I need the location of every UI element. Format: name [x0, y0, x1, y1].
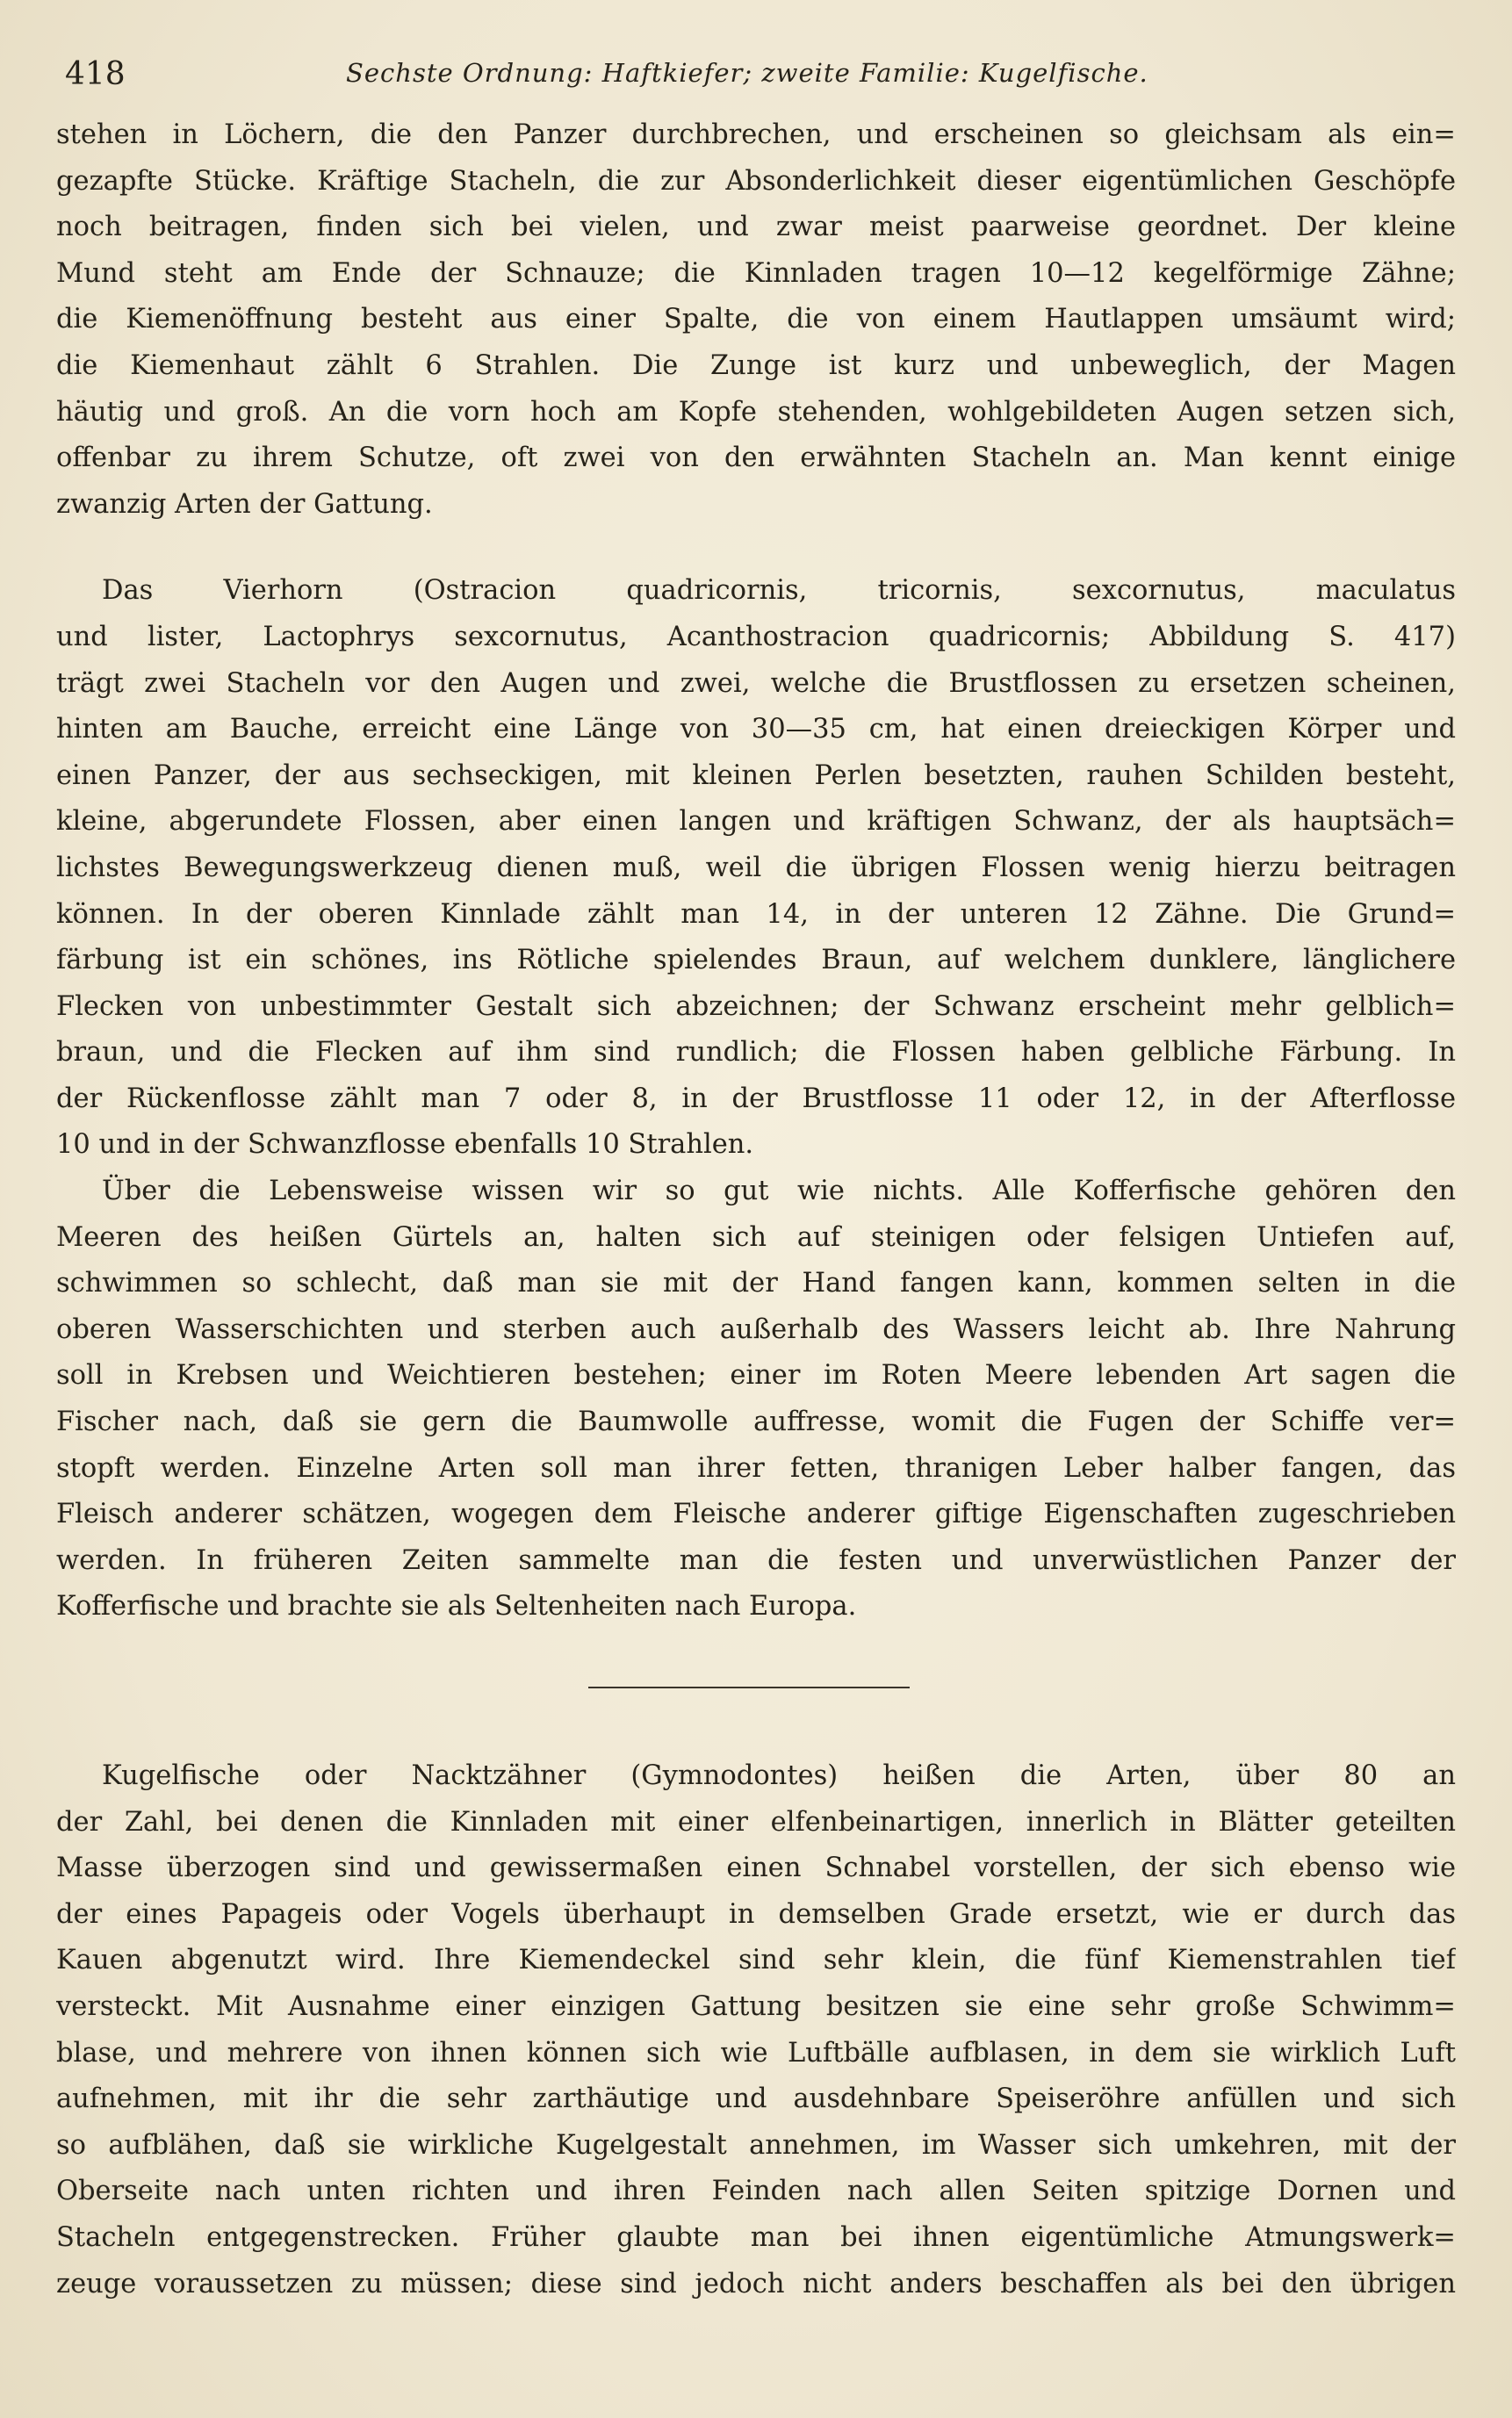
- running-head: [56, 49, 1456, 112]
- divider-rule: [588, 1687, 910, 1688]
- text-line: schwimmen so schlecht, daß man sie mit der Hand fangen kann, kommen selten in die: [56, 1268, 1456, 1299]
- text-line: der Zahl, bei denen die Kinnladen mit einer elfenbeinartigen, innerlich in Blätter geteilten: [56, 1806, 1456, 1838]
- text-line: so aufblähen, daß sie wirkliche Kugelgestalt annehmen, im Wasser sich umkehren, mit der: [56, 2129, 1456, 2161]
- text-line: aufnehmen, mit ihr die sehr zarthäutige und ausdehnbare Speiseröhre anfüllen und sich: [56, 2083, 1456, 2115]
- text-line: Stacheln entgegenstrecken. Früher glaubte man bei ihnen eigentümliche Atmungswerk=: [56, 2221, 1456, 2253]
- text-line: Kofferfische und brachte sie als Seltenheiten nach Europa.: [56, 1591, 857, 1623]
- text-line: braun, und die Flecken auf ihm sind rundlich; die Flossen haben gelbliche Färbung. In: [56, 1037, 1456, 1069]
- text-line: Mund steht am Ende der Schnauze; die Kinnladen tragen 10—12 kegelförmige Zähne;: [56, 257, 1456, 289]
- text-line: der Rückenflosse zählt man 7 oder 8, in der Brustflosse 11 oder 12, in der Afterflosse: [56, 1083, 1456, 1114]
- text-line: der eines Papageis oder Vogels überhaupt in demselben Grade ersetzt, wie er durch das: [56, 1898, 1456, 1930]
- text-line: die Kiemenhaut zählt 6 Strahlen. Die Zunge ist kurz und unbeweglich, der Magen: [56, 349, 1456, 381]
- text-line: Über die Lebensweise wissen wir so gut wie nichts. Alle Kofferfische gehören den: [102, 1176, 1456, 1207]
- text-line: häutig und groß. An die vorn hoch am Kopfe stehenden, wohlgebildeten Augen setzen sich,: [56, 396, 1456, 428]
- text-line: können. In der oberen Kinnlade zählt man 14, in der unteren 12 Zähne. Die Grund=: [56, 898, 1456, 930]
- text-line: gezapfte Stücke. Kräftige Stacheln, die zur Absonderlichkeit dieser eigentümlichen Geschöpfe: [56, 165, 1456, 197]
- text-line: trägt zwei Stacheln vor den Augen und zwei, welche die Brustflossen zu ersetzen scheinen,: [56, 667, 1456, 699]
- text-line: Das Vierhorn (Ostracion quadricornis, tricornis, sexcornutus, maculatus: [102, 575, 1456, 607]
- text-line: kleine, abgerundete Flossen, aber einen langen und kräftigen Schwanz, der als hauptsäch=: [56, 806, 1456, 838]
- paragraph-continuation: [56, 112, 1456, 528]
- text-line: stehen in Löchern, die den Panzer durchbrechen, und erscheinen so gleichsam als ein=: [56, 119, 1456, 150]
- text-line: Masse überzogen sind und gewissermaßen einen Schnabel vorstellen, der sich ebenso wie: [56, 1853, 1456, 1884]
- text-line: und lister, Lactophrys sexcornutus, Acanthostracion quadricornis; Abbildung S. 417): [56, 621, 1456, 652]
- text-line: zwanzig Arten der Gattung.: [56, 488, 433, 520]
- text-line: noch beitragen, finden sich bei vielen, und zwar meist paarweise geordnet. Der kleine: [56, 212, 1456, 243]
- text-line: Fleisch anderer schätzen, wogegen dem Fleische anderer giftige Eigenschaften zugeschrieben: [56, 1499, 1456, 1530]
- paragraph-spacer: [56, 528, 1456, 568]
- text-line: blase, und mehrere von ihnen können sich wie Luftbälle aufblasen, in dem sie wirklich Luft: [56, 2037, 1456, 2069]
- text-line: hinten am Bauche, erreicht eine Länge von 30—35 cm, hat einen dreieckigen Körper und: [56, 714, 1456, 745]
- text-line: lichstes Bewegungswerkzeug dienen muß, weil die übrigen Flossen wenig hierzu beitragen: [56, 852, 1456, 883]
- book-page: [56, 49, 1456, 2385]
- text-line: Flecken von unbestimmter Gestalt sich abzeichnen; der Schwanz erscheint mehr gelblich=: [56, 990, 1456, 1022]
- text-line: offenbar zu ihrem Schutze, oft zwei von den erwähnten Stacheln an. Man kennt einige: [56, 443, 1456, 474]
- text-line: die Kiemenöffnung besteht aus einer Spalte, die von einem Hautlappen umsäumt wird;: [56, 304, 1456, 335]
- text-line: Kugelfische oder Nacktzähner (Gymnodontes) heißen die Arten, über 80 an: [102, 1760, 1456, 1791]
- text-line: soll in Krebsen und Weichtieren bestehen; einer im Roten Meere lebenden Art sagen die: [56, 1360, 1456, 1392]
- running-title: Sechste Ordnung: Haftkiefer; zweite Familie: Kugelfische.: [346, 58, 1148, 88]
- text-line: Meeren des heißen Gürtels an, halten sich auf steinigen oder felsigen Untiefen auf,: [56, 1221, 1456, 1253]
- paragraph-lebensweise: [56, 1169, 1456, 1630]
- text-line: Fischer nach, daß sie gern die Baumwolle auffresse, womit die Fugen der Schiffe ver=: [56, 1407, 1456, 1438]
- text-line: versteckt. Mit Ausnahme einer einzigen Gattung besitzen sie eine sehr große Schwimm=: [56, 1990, 1456, 2022]
- page-number: 418: [65, 56, 126, 92]
- text-line: Kauen abgenutzt wird. Ihre Kiemendeckel sind sehr klein, die fünf Kiemenstrahlen tief: [56, 1945, 1456, 1976]
- paragraph-vierhorn: [56, 568, 1456, 1169]
- text-line: Oberseite nach unten richten und ihren Feinden nach allen Seiten spitzige Dornen und: [56, 2176, 1456, 2207]
- text-line: oberen Wasserschichten und sterben auch außerhalb des Wassers leicht ab. Ihre Nahrung: [56, 1313, 1456, 1345]
- text-line: zeuge voraussetzen zu müssen; diese sind jedoch nicht anders beschaffen als bei den übrigen: [56, 2268, 1456, 2299]
- text-line: einen Panzer, der aus sechseckigen, mit kleinen Perlen besetzten, rauhen Schilden besteht,: [56, 759, 1456, 791]
- paragraph-kugelfische: [56, 1753, 1456, 2307]
- text-line: werden. In früheren Zeiten sammelte man die festen und unverwüstlichen Panzer der: [56, 1544, 1456, 1576]
- text-line: 10 und in der Schwanzflosse ebenfalls 10 Strahlen.: [56, 1129, 754, 1161]
- text-line: stopft werden. Einzelne Arten soll man ihrer fetten, thranigen Leber halber fangen, das: [56, 1452, 1456, 1484]
- text-line: färbung ist ein schönes, ins Rötliche spielendes Braun, auf welchem dunklere, länglichere: [56, 945, 1456, 976]
- section-divider: [56, 1630, 1456, 1753]
